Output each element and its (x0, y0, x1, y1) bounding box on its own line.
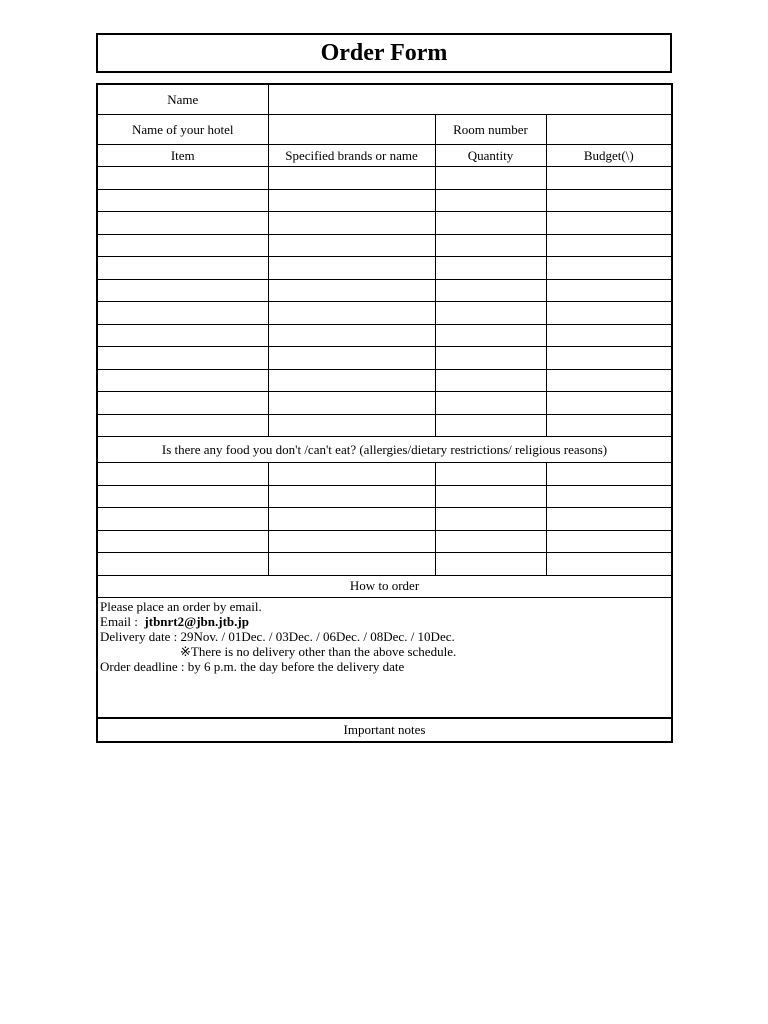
quantity-cell[interactable] (435, 257, 546, 280)
food-cell[interactable] (435, 553, 546, 576)
budget-cell[interactable] (546, 167, 672, 190)
quantity-cell[interactable] (435, 279, 546, 302)
brand-cell[interactable] (268, 167, 435, 190)
budget-cell[interactable] (546, 392, 672, 415)
brand-cell[interactable] (268, 324, 435, 347)
quantity-cell[interactable] (435, 302, 546, 325)
item-cell[interactable] (97, 212, 268, 235)
food-cell[interactable] (435, 485, 546, 508)
column-header-quantity: Quantity (435, 145, 546, 167)
instruction-email-line (100, 614, 669, 629)
item-cell[interactable] (97, 324, 268, 347)
food-row (97, 530, 672, 553)
budget-cell[interactable] (546, 324, 672, 347)
food-cell[interactable] (268, 530, 435, 553)
item-cell[interactable] (97, 279, 268, 302)
quantity-cell[interactable] (435, 212, 546, 235)
item-cell[interactable] (97, 167, 268, 190)
food-cell[interactable] (97, 553, 268, 576)
brand-cell[interactable] (268, 189, 435, 212)
budget-cell[interactable] (546, 279, 672, 302)
order-row (97, 414, 672, 437)
food-cell[interactable] (435, 508, 546, 531)
form-title: Order Form (96, 33, 672, 73)
email-label: Email : (100, 613, 138, 629)
instruction-delivery-note: ※There is no delivery other than the above schedule. (180, 643, 457, 659)
item-cell[interactable] (97, 369, 268, 392)
budget-cell[interactable] (546, 212, 672, 235)
name-field[interactable] (268, 84, 672, 115)
food-cell[interactable] (268, 485, 435, 508)
budget-cell[interactable] (546, 302, 672, 325)
order-row (97, 347, 672, 370)
order-row (97, 257, 672, 280)
order-row (97, 302, 672, 325)
brand-cell[interactable] (268, 414, 435, 437)
order-row (97, 189, 672, 212)
food-cell[interactable] (97, 508, 268, 531)
important-notes-heading: Important notes (97, 718, 672, 742)
name-label: Name (97, 84, 268, 115)
quantity-cell[interactable] (435, 392, 546, 415)
order-row (97, 212, 672, 235)
item-cell[interactable] (97, 392, 268, 415)
order-form-table (96, 83, 673, 743)
food-row (97, 485, 672, 508)
instruction-deadline: Order deadline : by 6 p.m. the day before the delivery date (100, 658, 405, 674)
order-row (97, 279, 672, 302)
item-cell[interactable] (97, 302, 268, 325)
brand-cell[interactable] (268, 212, 435, 235)
order-row (97, 167, 672, 190)
food-cell[interactable] (268, 463, 435, 486)
brand-cell[interactable] (268, 234, 435, 257)
brand-cell[interactable] (268, 347, 435, 370)
budget-cell[interactable] (546, 189, 672, 212)
food-cell[interactable] (435, 530, 546, 553)
food-cell[interactable] (97, 463, 268, 486)
food-cell[interactable] (97, 485, 268, 508)
brand-cell[interactable] (268, 279, 435, 302)
item-cell[interactable] (97, 414, 268, 437)
order-row (97, 369, 672, 392)
quantity-cell[interactable] (435, 414, 546, 437)
column-header-budget: Budget(\) (546, 145, 672, 167)
food-cell[interactable] (546, 553, 672, 576)
brand-cell[interactable] (268, 392, 435, 415)
instruction-email-order: Please place an order by email. (100, 598, 262, 614)
brand-cell[interactable] (268, 369, 435, 392)
order-instructions (97, 597, 672, 718)
order-row (97, 392, 672, 415)
brand-cell[interactable] (268, 302, 435, 325)
item-cell[interactable] (97, 347, 268, 370)
food-row (97, 508, 672, 531)
quantity-cell[interactable] (435, 167, 546, 190)
item-cell[interactable] (97, 189, 268, 212)
food-cell[interactable] (546, 508, 672, 531)
hotel-field[interactable] (268, 115, 435, 145)
food-cell[interactable] (268, 553, 435, 576)
food-row (97, 463, 672, 486)
order-row (97, 324, 672, 347)
budget-cell[interactable] (546, 369, 672, 392)
item-cell[interactable] (97, 257, 268, 280)
quantity-cell[interactable] (435, 347, 546, 370)
food-cell[interactable] (546, 530, 672, 553)
budget-cell[interactable] (546, 257, 672, 280)
food-cell[interactable] (268, 508, 435, 531)
food-cell[interactable] (435, 463, 546, 486)
quantity-cell[interactable] (435, 369, 546, 392)
food-cell[interactable] (546, 485, 672, 508)
instruction-delivery-date: Delivery date : 29Nov. / 01Dec. / 03Dec. / 06Dec. / 08Dec. / 10Dec. (100, 628, 455, 644)
budget-cell[interactable] (546, 414, 672, 437)
order-row (97, 234, 672, 257)
room-number-field[interactable] (546, 115, 672, 145)
food-row (97, 553, 672, 576)
hotel-label: Name of your hotel (97, 115, 268, 145)
column-header-item: Item (97, 145, 268, 167)
budget-cell[interactable] (546, 347, 672, 370)
food-cell[interactable] (97, 530, 268, 553)
email-address[interactable]: jtbnrt2@jbn.jtb.jp (144, 613, 249, 629)
food-cell[interactable] (546, 463, 672, 486)
quantity-cell[interactable] (435, 234, 546, 257)
item-cell[interactable] (97, 234, 268, 257)
column-header-brand: Specified brands or name (268, 145, 435, 167)
food-restriction-question: Is there any food you don't /can't eat? (allergies/dietary restrictions/ religious reasons) (97, 437, 672, 463)
quantity-cell[interactable] (435, 189, 546, 212)
quantity-cell[interactable] (435, 324, 546, 347)
room-number-label: Room number (435, 115, 546, 145)
budget-cell[interactable] (546, 234, 672, 257)
how-to-order-heading: How to order (97, 575, 672, 597)
brand-cell[interactable] (268, 257, 435, 280)
